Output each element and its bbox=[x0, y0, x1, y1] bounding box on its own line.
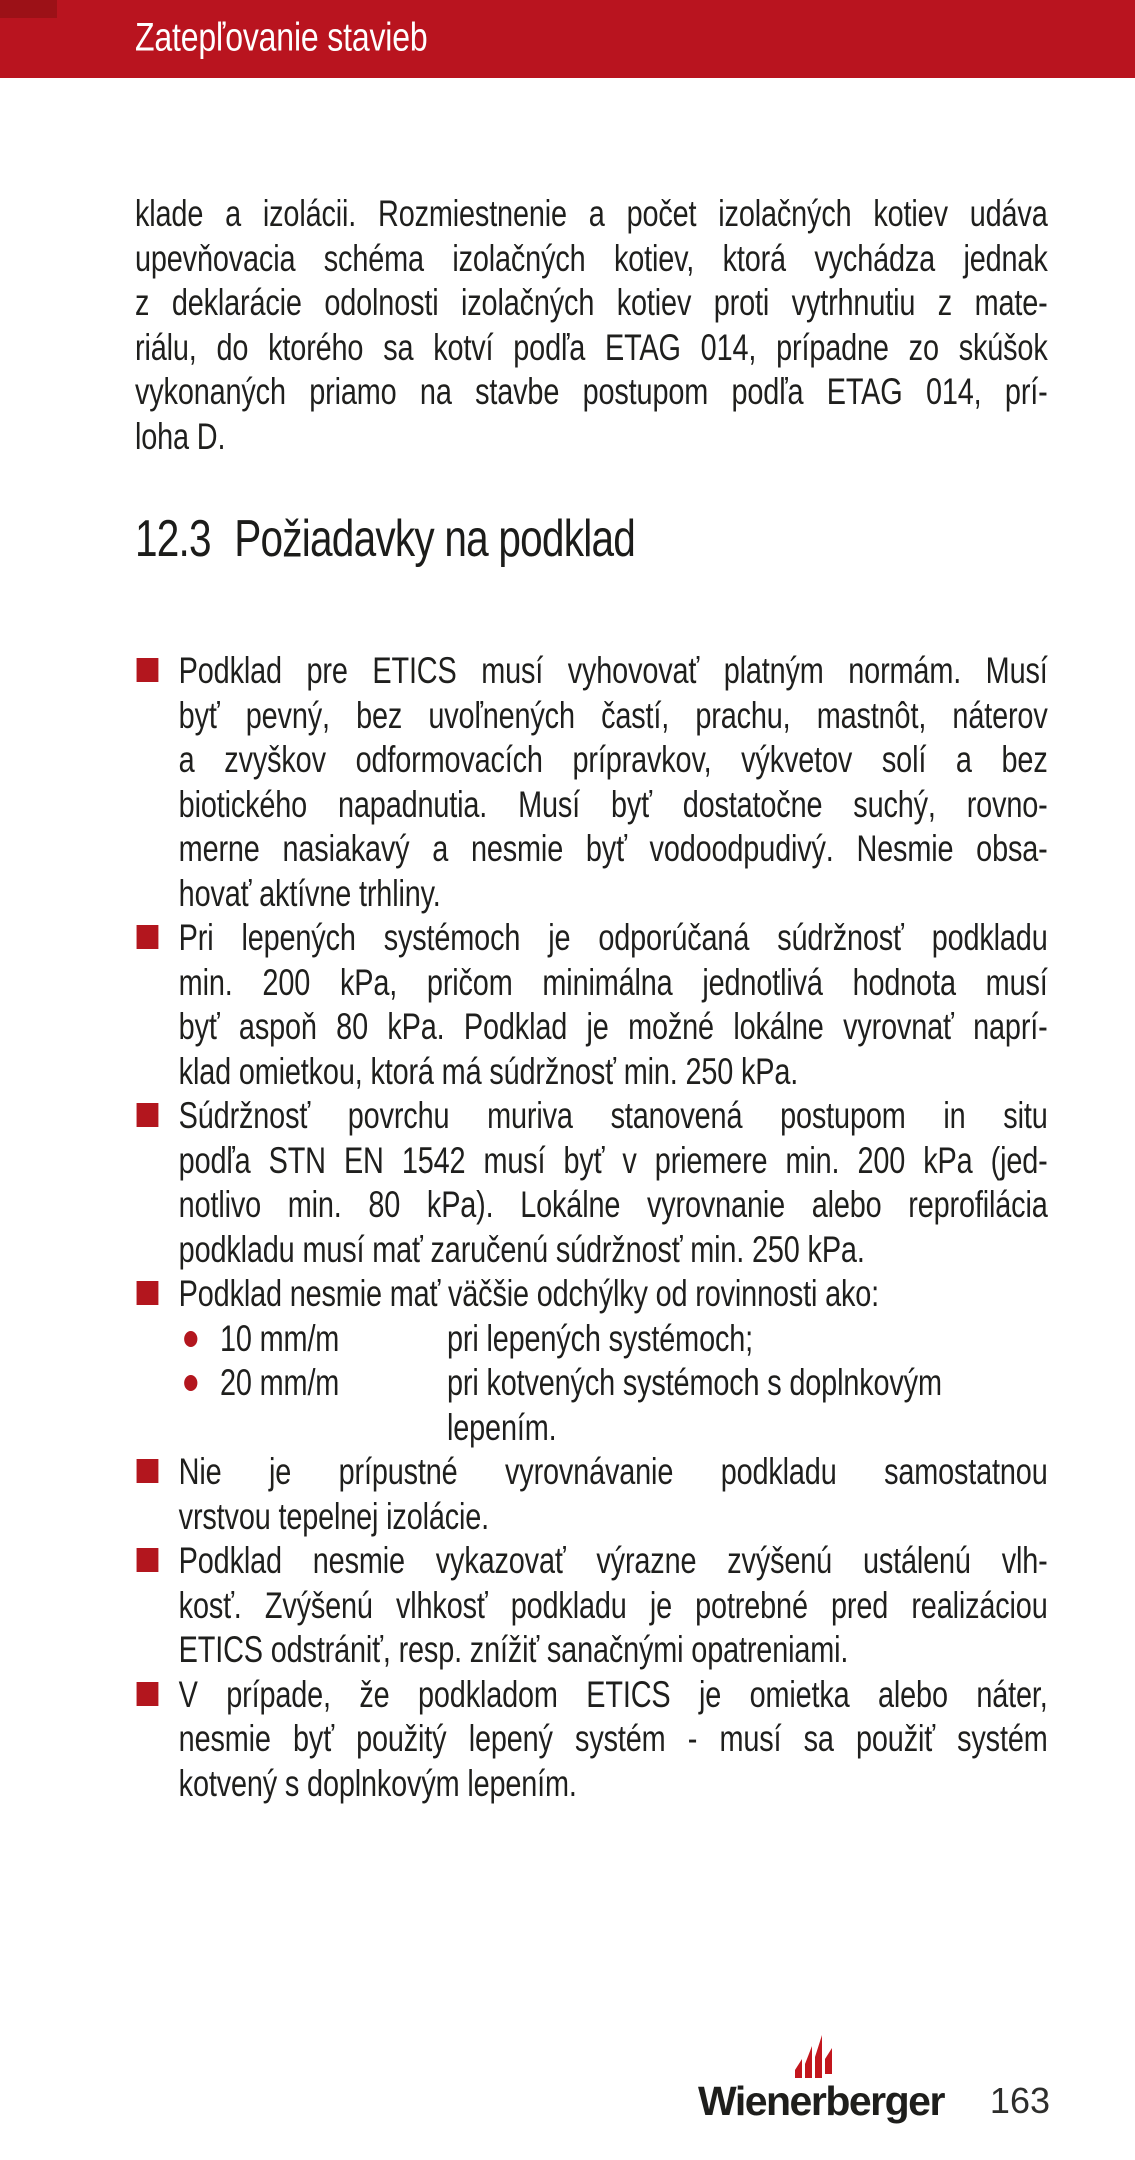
bullet-square-icon bbox=[137, 925, 159, 949]
text-line: Súdržnosť povrchu muriva stanovená postupom in situ bbox=[178, 1095, 1048, 1136]
text-line: z deklarácie odolnosti izolačných kotiev proti vytrhnutiu z mate- bbox=[135, 282, 1048, 323]
wienerberger-logo bbox=[698, 2033, 944, 2122]
bullet-list bbox=[135, 649, 1048, 1806]
bullet-item bbox=[135, 649, 1048, 916]
text-line: lepením. bbox=[447, 1406, 557, 1448]
text-line: notlivo min. 80 kPa). Lokálne vyrovnanie alebo reprofilácia bbox=[178, 1184, 1048, 1225]
text-line: min. 200 kPa, pričom minimálna jednotlivá hodnota musí bbox=[178, 961, 1048, 1003]
bullet-square-icon bbox=[137, 1281, 159, 1305]
header-bar bbox=[0, 0, 1135, 78]
text-line: hovať aktívne trhliny. bbox=[178, 872, 441, 914]
text-line: pri lepených systémoch; bbox=[447, 1317, 754, 1359]
text-line: upevňovacia schéma izolačných kotiev, ktorá vychádza jednak bbox=[135, 237, 1048, 279]
bullet-item bbox=[135, 1450, 1048, 1539]
sub-bullet-item bbox=[135, 1361, 1048, 1450]
bullet-item bbox=[135, 916, 1048, 1094]
text-line: kotvený s doplnkovým lepením. bbox=[178, 1762, 577, 1804]
text-line: nesmie byť použitý lepený systém - musí sa použiť systém bbox=[178, 1718, 1048, 1759]
bullet-item bbox=[135, 1539, 1048, 1673]
bullet-square-icon bbox=[137, 1548, 159, 1572]
text-line: klade a izolácii. Rozmiestnenie a počet izolačných kotiev udáva bbox=[135, 193, 1048, 234]
bullet-square-icon bbox=[137, 1682, 159, 1706]
content-column bbox=[135, 78, 1048, 1806]
bullet-dot-icon bbox=[184, 1375, 197, 1391]
bullet-dot-icon bbox=[184, 1331, 197, 1347]
intro-paragraph bbox=[135, 192, 1048, 459]
bullet-square-icon bbox=[137, 1459, 159, 1483]
bullet-square-icon bbox=[137, 1103, 159, 1127]
bullet-item bbox=[135, 1094, 1048, 1272]
footer bbox=[698, 2033, 1050, 2122]
sub-item-value: 20 mm/m bbox=[220, 1362, 340, 1403]
text-line: Nie je prípustné vyrovnávanie podkladu samostatnou bbox=[178, 1451, 1048, 1492]
text-line: podkladu musí mať zaručenú súdržnosť min. 250 kPa. bbox=[178, 1228, 865, 1270]
sub-bullet-item bbox=[135, 1317, 1048, 1362]
section-heading bbox=[135, 511, 1048, 567]
text-line: pri kotvených systémoch s doplnkovým bbox=[447, 1362, 942, 1403]
text-line: riálu, do ktorého sa kotví podľa ETAG 014, prípadne zo skúšok bbox=[135, 326, 1048, 368]
text-line: byť pevný, bez uvoľnených častí, prachu, mastnôt, náterov bbox=[178, 694, 1048, 736]
section-title: Požiadavky na podklad bbox=[234, 510, 636, 568]
text-line: Podklad nesmie mať väčšie odchýlky od rovinnosti ako: bbox=[178, 1273, 880, 1314]
text-line: Podklad pre ETICS musí vyhovovať platným normám. Musí bbox=[178, 650, 1048, 691]
text-line: loha D. bbox=[135, 415, 226, 457]
text-line: kosť. Zvýšenú vlhkosť podkladu je potrebné pred realizáciou bbox=[178, 1584, 1048, 1626]
text-line: V prípade, že podkladom ETICS je omietka alebo náter, bbox=[178, 1673, 1048, 1715]
section-number: 12.3 bbox=[135, 510, 211, 568]
text-line: podľa STN EN 1542 musí byť v priemere min. 200 kPa (jed- bbox=[178, 1139, 1048, 1181]
brand-wordmark: Wienerberger bbox=[697, 2078, 944, 2124]
wienerberger-flames-icon bbox=[795, 2033, 835, 2079]
bullet-square-icon bbox=[137, 658, 159, 682]
sub-item-value: 10 mm/m bbox=[220, 1317, 340, 1359]
text-line: klad omietkou, ktorá má súdržnosť min. 250 kPa. bbox=[178, 1050, 799, 1092]
bullet-item bbox=[135, 1673, 1048, 1807]
text-line: Pri lepených systémoch je odporúčaná súdržnosť podkladu bbox=[178, 917, 1048, 958]
text-line: ETICS odstrániť, resp. znížiť sanačnými opatreniami. bbox=[178, 1629, 849, 1670]
header-title: Zatepľovanie stavieb bbox=[135, 15, 428, 60]
text-line: Podklad nesmie vykazovať výrazne zvýšenú ustálenú vlh- bbox=[178, 1540, 1048, 1581]
text-line: merne nasiakavý a nesmie byť vodoodpudivý. Nesmie obsa- bbox=[178, 828, 1048, 869]
page-number: 163 bbox=[989, 2080, 1050, 2121]
text-line: a zvyškov odformovacích prípravkov, výkvetov solí a bez bbox=[178, 739, 1048, 780]
corner-accent bbox=[0, 0, 57, 18]
text-line: vrstvou tepelnej izolácie. bbox=[178, 1495, 490, 1537]
text-line: vykonaných priamo na stavbe postupom podľa ETAG 014, prí- bbox=[135, 371, 1048, 412]
text-line: byť aspoň 80 kPa. Podklad je možné lokálne vyrovnať naprí- bbox=[178, 1006, 1048, 1047]
sub-item-description bbox=[447, 1361, 942, 1450]
text-line: biotického napadnutia. Musí byť dostatočne suchý, rovno- bbox=[178, 783, 1048, 825]
bullet-item bbox=[135, 1272, 1048, 1317]
sub-item-description bbox=[447, 1317, 753, 1362]
